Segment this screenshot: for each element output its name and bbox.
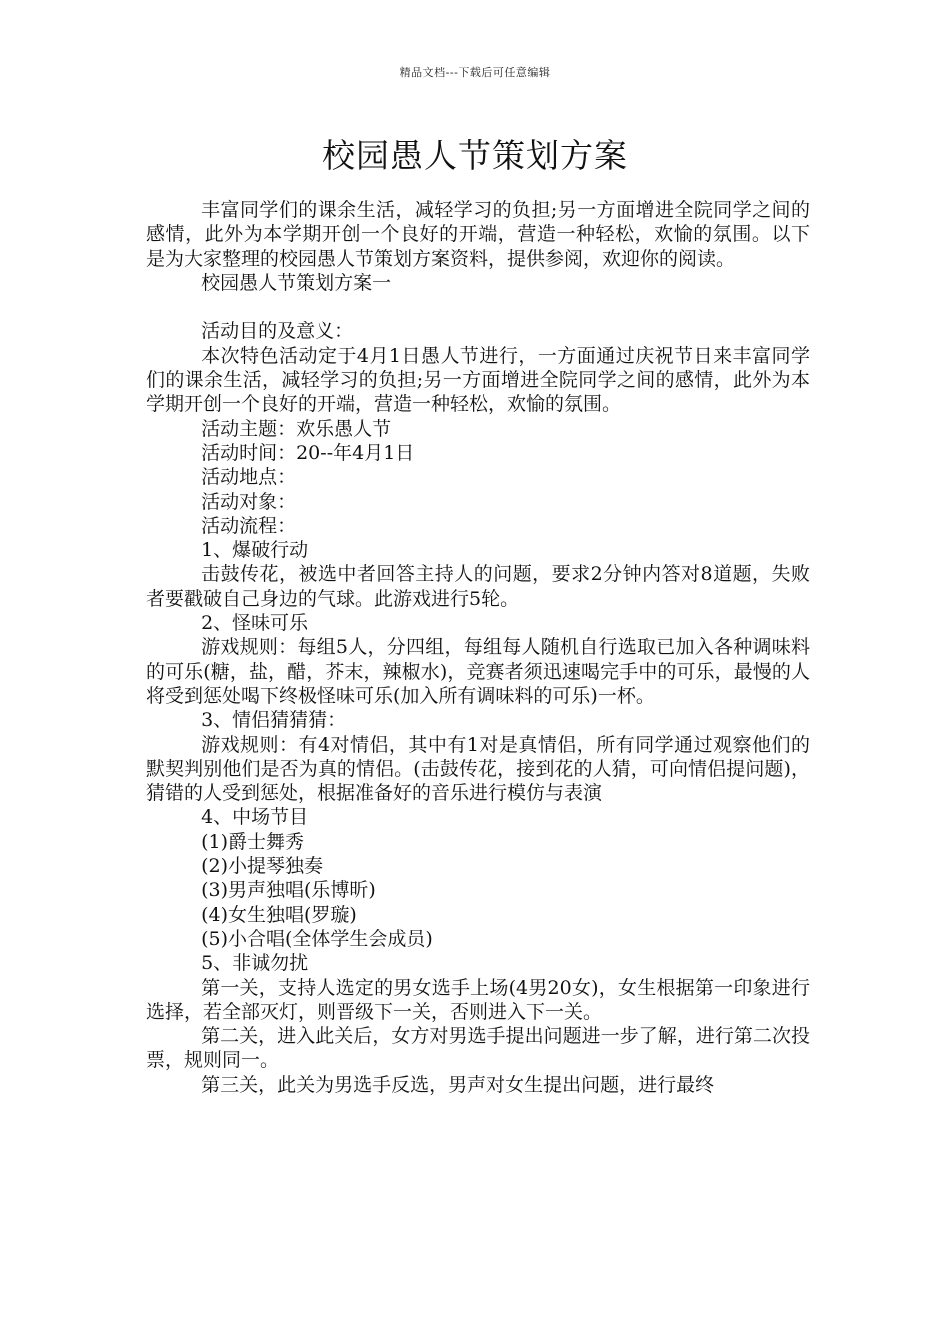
paragraph: 活动主题：欢乐愚人节 [201, 417, 392, 440]
paragraph: 本次特色活动定于4月1日愚人节进行，一方面通过庆祝节日来丰富同学们的课余生活，减轻学习的负担;另一方面增进全院同学之间的感情，此外为本学期开创一个良好的开端，营造一种轻松，欢愉的氛围。 [146, 344, 810, 416]
paragraph: (3)男声独唱(乐博昕) [201, 879, 376, 902]
paragraph: 游戏规则：有4对情侣，其中有1对是真情侣，所有同学通过观察他们的默契判别他们是否为真的情侣。(击鼓传花，接到花的人猜，可向情侣提问题)，猜错的人受到惩处，根据准备好的音乐进行模仿与表演 [146, 733, 810, 805]
paragraph: 游戏规则：每组5人，分四组，每组每人随机自行选取已加入各种调味料的可乐(糖，盐，醋，芥末，辣椒水)，竞赛者须迅速喝完手中的可乐，最慢的人将受到惩处喝下终极怪味可乐(加入所有调味料的可乐)一杯。 [146, 636, 810, 707]
paragraph: 第一关，支持人选定的男女选手上场(4男20女)，女生根据第一印象进行选择，若全部灭灯，则晋级下一关，否则进入下一关。 [146, 976, 810, 1023]
paragraph: (5)小合唱(全体学生会成员) [201, 927, 433, 950]
paragraph: 4、中场节目 [201, 806, 309, 829]
page-header: 精品文档---下载后可任意编辑 [399, 66, 551, 79]
paragraph: 活动流程： [201, 514, 297, 537]
paragraph: 3、情侣猜猜猜： [201, 709, 347, 732]
paragraph: 第三关，此关为男选手反选，男声对女生提出问题，进行最终 [201, 1073, 715, 1096]
paragraph: 活动对象： [201, 490, 297, 513]
paragraph: 丰富同学们的课余生活，减轻学习的负担;另一方面增进全院同学之间的感情，此外为本学期开创一个良好的开端，营造一种轻松，欢愉的氛围。以下是为大家整理的校园愚人节策划方案资料，提供参阅，欢迎你的阅读。 [146, 199, 810, 270]
paragraph: 活动时间：20--年4月1日 [201, 441, 415, 464]
paragraph: 2、怪味可乐 [201, 612, 309, 635]
blank-line [146, 295, 810, 319]
paragraph: (1)爵士舞秀 [201, 830, 305, 853]
document-title: 校园愚人节策划方案 [322, 136, 628, 175]
paragraph: (4)女生独唱(罗璇) [201, 903, 357, 926]
paragraph: 5、非诚勿扰 [201, 952, 309, 975]
paragraph: 第二关，进入此关后，女方对男选手提出问题进一步了解，进行第二次投票，规则同一。 [146, 1025, 810, 1072]
paragraph: 击鼓传花，被选中者回答主持人的问题，要求2分钟内答对8道题，失败者要戳破自己身边的气球。此游戏进行5轮。 [146, 563, 810, 610]
paragraph: 活动目的及意义： [201, 320, 354, 343]
paragraph: 活动地点： [201, 466, 297, 489]
paragraph: (2)小提琴独奏 [201, 855, 324, 878]
paragraph: 1、爆破行动 [201, 539, 309, 562]
document-body [146, 198, 810, 1097]
paragraph: 校园愚人节策划方案一 [201, 271, 392, 294]
